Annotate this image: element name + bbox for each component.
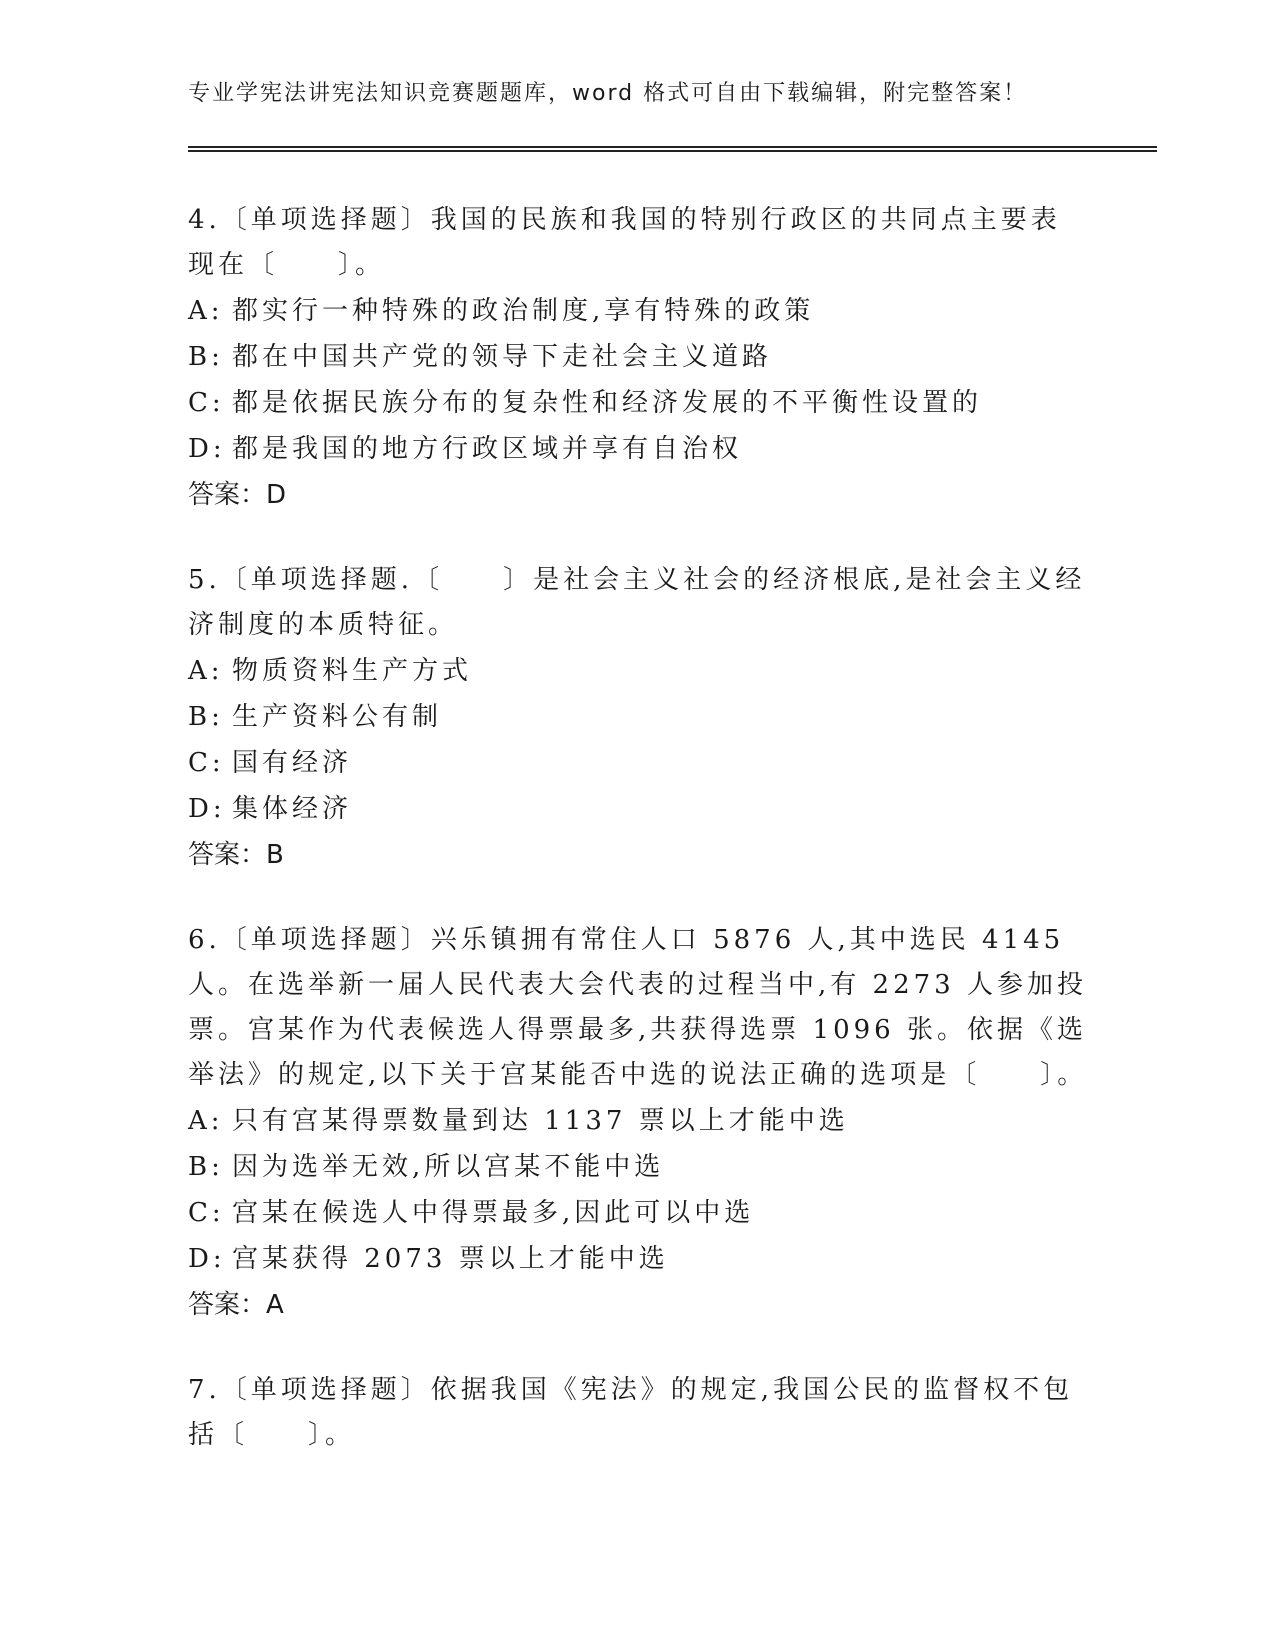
option-text: 国有经济 — [232, 748, 353, 778]
option-letter: A: — [188, 656, 224, 686]
option-b — [188, 1144, 1088, 1190]
answer-line — [188, 472, 1088, 518]
answer-value: B — [266, 840, 284, 870]
option-d — [188, 786, 1088, 832]
question-6 — [188, 918, 1088, 1328]
option-letter: D: — [188, 1244, 226, 1274]
option-c — [188, 740, 1088, 786]
answer-label: 答案： — [188, 1290, 267, 1320]
question-stem: 6.〔单项选择题〕兴乐镇拥有常住人口 5876 人,其中选民 4145 人。在选举新一届人民代表大会代表的过程当中,有 2273 人参加投票。宫某作为代表候选人得票最多,共获得选票 1096 张。依据《选举法》的规定,以下关于宫某能否中选的说法正确的选项是〔 〕。 — [188, 925, 1088, 1090]
option-b — [188, 694, 1088, 740]
option-letter: C: — [188, 748, 225, 778]
question-5 — [188, 558, 1088, 878]
option-letter: A: — [188, 296, 224, 326]
answer-line — [188, 832, 1088, 878]
option-a — [188, 1098, 1088, 1144]
option-letter: C: — [188, 388, 225, 418]
option-text: 都在中国共产党的领导下走社会主义道路 — [232, 342, 773, 372]
option-a — [188, 288, 1088, 334]
option-letter: B: — [188, 702, 224, 732]
option-text: 物质资料生产方式 — [232, 656, 473, 686]
answer-line — [188, 1282, 1088, 1328]
question-stem: 4.〔单项选择题〕我国的民族和我国的特别行政区的共同点主要表现在〔 〕。 — [188, 205, 1061, 280]
header-divider — [188, 146, 1157, 152]
option-b — [188, 334, 1088, 380]
option-letter: B: — [188, 342, 224, 372]
option-text: 生产资料公有制 — [232, 702, 443, 732]
option-letter: D: — [188, 434, 226, 464]
option-text: 都是依据民族分布的复杂性和经济发展的不平衡性设置的 — [232, 388, 983, 418]
answer-value: A — [266, 1290, 284, 1320]
option-c — [188, 1190, 1088, 1236]
option-text: 只有宫某得票数量到达 1137 票以上才能中选 — [232, 1106, 849, 1136]
option-text: 集体经济 — [232, 794, 353, 824]
answer-label: 答案： — [188, 480, 267, 510]
option-d — [188, 1236, 1088, 1282]
question-7 — [188, 1368, 1088, 1458]
question-4 — [188, 198, 1088, 518]
question-list — [188, 198, 1088, 1498]
option-text: 因为选举无效,所以宫某不能中选 — [232, 1152, 665, 1182]
option-text: 都是我国的地方行政区域并享有自治权 — [232, 434, 743, 464]
option-text: 宫某在候选人中得票最多,因此可以中选 — [232, 1198, 755, 1228]
option-d — [188, 426, 1088, 472]
option-letter: D: — [188, 794, 226, 824]
option-text: 都实行一种特殊的政治制度,享有特殊的政策 — [232, 296, 815, 326]
document-header: 专业学宪法讲宪法知识竞赛题题库，word 格式可自由下载编辑，附完整答案！ — [188, 81, 1028, 106]
option-c — [188, 380, 1088, 426]
question-stem: 7.〔单项选择题〕依据我国《宪法》的规定,我国公民的监督权不包括〔 〕。 — [188, 1375, 1074, 1450]
answer-value: D — [266, 480, 287, 510]
question-stem: 5.〔单项选择题.〔 〕是社会主义社会的经济根底,是社会主义经济制度的本质特征。 — [188, 565, 1086, 640]
option-letter: B: — [188, 1152, 224, 1182]
option-letter: C: — [188, 1198, 225, 1228]
option-a — [188, 648, 1088, 694]
option-letter: A: — [188, 1106, 224, 1136]
option-text: 宫某获得 2073 票以上才能中选 — [232, 1244, 669, 1274]
answer-label: 答案： — [188, 840, 267, 870]
